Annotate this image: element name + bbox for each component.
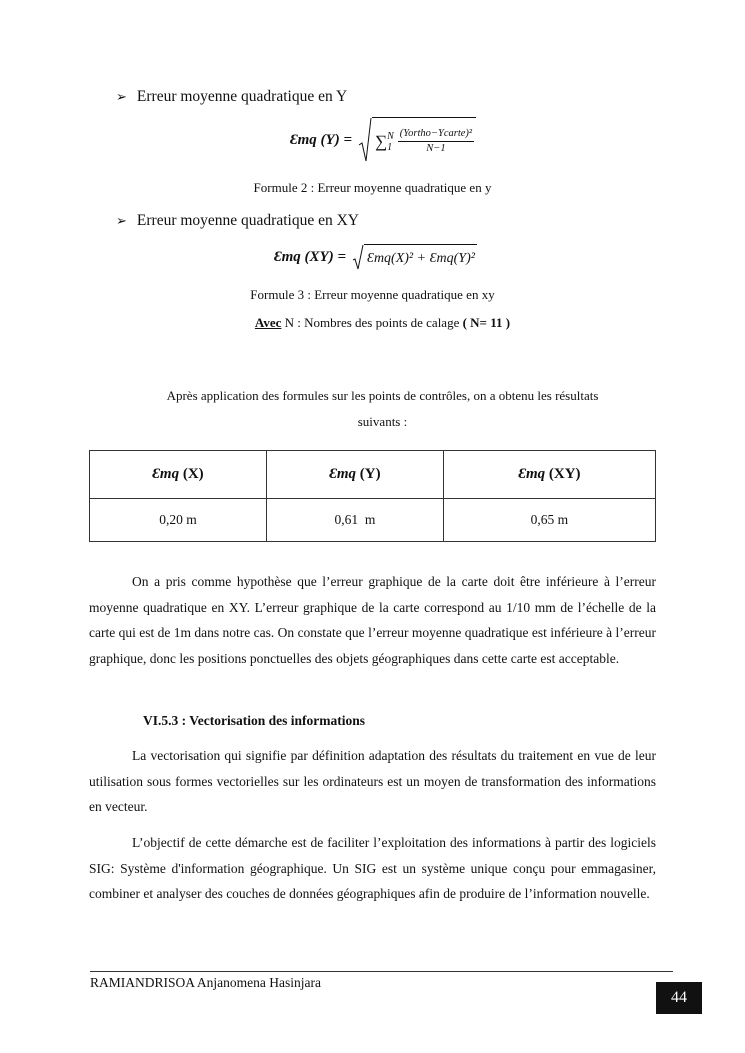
- header-cell-xy: Ɛmq (XY): [443, 451, 655, 499]
- sum-sub: 1: [387, 141, 393, 153]
- bullet-heading-y: [116, 88, 347, 106]
- intro-line-2: suivants :: [357, 414, 408, 429]
- footer-author: RAMIANDRISOA Anjanomena Hasinjara: [90, 975, 321, 990]
- caption-formule-3: Formule 3 : Erreur moyenne quadratique en xy: [250, 287, 495, 302]
- footer-divider: [90, 971, 673, 972]
- caption-formule-2: Formule 2 : Erreur moyenne quadratique en y: [253, 180, 492, 195]
- section-heading: VI.5.3 : Vectorisation des informations: [143, 713, 365, 728]
- intro-line-1: Après application des formules sur les points de contrôles, on a obtenu les résultats: [166, 388, 599, 403]
- value-cell-y: 0,61 m: [266, 499, 443, 542]
- sqrt: [358, 117, 476, 163]
- page-number: 44: [656, 982, 702, 1014]
- avec-n: ( N= 11 ): [462, 315, 511, 330]
- arrow-bullet-icon: ➢: [116, 213, 127, 228]
- results-table: [89, 450, 656, 542]
- formula-emq-y: [290, 116, 476, 164]
- value-cell-x: 0,20 m: [90, 499, 267, 542]
- avec-text: N : Nombres des points de calage: [281, 315, 463, 330]
- header-cell-y: Ɛmq (Y): [266, 451, 443, 499]
- denominator: N−1: [426, 143, 446, 154]
- radicand: Ɛmq(X)² + Ɛmq(Y)²: [364, 244, 477, 270]
- table-header-row: [90, 451, 656, 499]
- sqrt: [352, 244, 477, 270]
- sum-sup: N: [387, 130, 394, 142]
- value-cell-xy: 0,65 m: [443, 499, 655, 542]
- avec-note: [0, 315, 745, 331]
- formula-lhs: Ɛmq (Y) =: [290, 131, 352, 148]
- formula-emq-xy: [274, 244, 477, 270]
- bullet-heading-xy: [116, 212, 359, 230]
- bullet-text: Erreur moyenne quadratique en Y: [136, 88, 348, 105]
- radical-sign-icon: [358, 117, 372, 163]
- sum-icon: ∑: [375, 131, 388, 151]
- header-cell-x: Ɛmq (X): [90, 451, 267, 499]
- radical-sign-icon: [352, 244, 364, 270]
- paragraph-objectif: L’objectif de cette démarche est de faciliter l’exploitation des informations à partir des logiciels SIG: Système d'information géographique. Un SIG est un système unique conçu pour emmagasiner, combiner et analyser des couches de données géographiques afin de produire de l’information nouvelle.: [89, 835, 656, 902]
- fraction: [398, 128, 474, 155]
- formula-lhs: Ɛmq (XY) =: [274, 248, 347, 265]
- paragraph-hypothese: On a pris comme hypothèse que l’erreur graphique de la carte doit être inférieure à l’erreur moyenne quadratique en XY. L’erreur graphique de la carte correspond au 1/10 mm de l’échelle de la carte qui est de 1m dans notre cas. On constate que l’erreur moyenne quadratique est inférieure à l’erreur graphique, donc les positions ponctuelles des objets géographiques dans cette carte est acceptable.: [89, 574, 656, 667]
- bullet-text: Erreur moyenne quadratique en XY: [136, 212, 359, 229]
- arrow-bullet-icon: ➢: [116, 89, 127, 104]
- avec-word: Avec: [254, 315, 282, 330]
- table-row: [90, 499, 656, 542]
- numerator: (Yortho−Ycarte)²: [398, 128, 474, 142]
- paragraph-vectorisation: La vectorisation qui signifie par définition adaptation des résultats du traitement en vue de leur utilisation sous formes vectorielles sur les ordinateurs est un moyen de transformation des informations en vecteur.: [89, 748, 656, 815]
